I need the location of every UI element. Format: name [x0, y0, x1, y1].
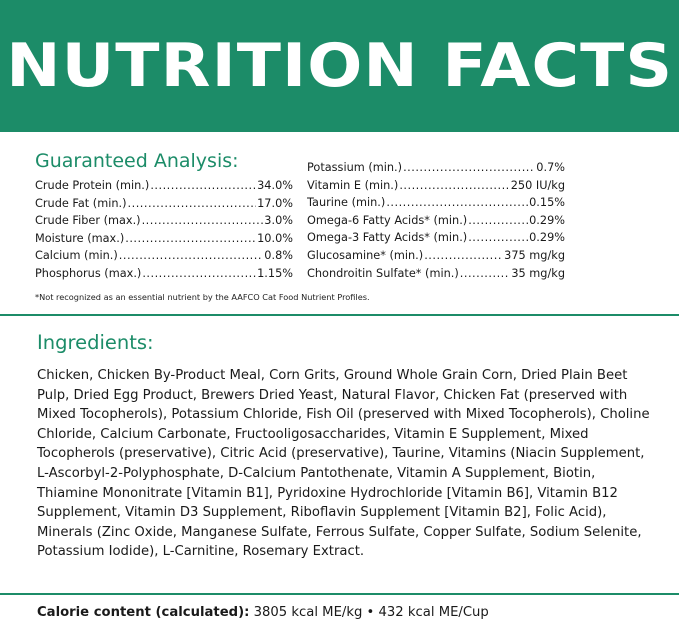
leader-dots: [386, 194, 528, 212]
nutrient-label: Omega-6 Fatty Acids* (min.): [307, 213, 468, 227]
leader-dots: [468, 229, 528, 247]
nutrient-label: Vitamin E (min.): [307, 178, 399, 192]
nutrient-label: Crude Protein (min.): [35, 179, 150, 192]
nutrient-value: 3.0%: [264, 214, 293, 228]
leader-dots: [460, 265, 511, 283]
nutrient-row: [35, 212, 293, 230]
nutrient-row: [35, 247, 293, 265]
leader-dots: [399, 177, 509, 195]
nutrient-value: 0.29%: [529, 213, 565, 227]
calorie-content: [37, 605, 489, 620]
nutrient-value: 0.8%: [264, 249, 293, 263]
guaranteed-analysis-title: Guaranteed Analysis:: [35, 150, 239, 172]
nutrient-row: [307, 159, 565, 177]
nutrient-row: [307, 177, 565, 195]
nutrient-row: [307, 229, 565, 247]
nutrient-row: [307, 194, 565, 212]
leader-dots: [468, 212, 528, 230]
nutrient-value: 1.15%: [257, 266, 293, 280]
leader-dots: [150, 177, 256, 195]
nutrient-label: Crude Fat (min.): [35, 196, 127, 210]
leader-dots: [119, 247, 264, 265]
nutrient-value: 0.29%: [529, 231, 565, 245]
nutrient-label: Chondroitin Sulfate* (min.): [307, 266, 459, 280]
nutrient-row: [35, 265, 293, 283]
calorie-value: 3805 kcal ME/kg • 432 kcal ME/Cup: [253, 605, 489, 620]
leader-dots: [142, 265, 256, 283]
nutrient-row: [35, 177, 293, 195]
leader-dots: [142, 212, 264, 230]
nutrient-row: [35, 195, 293, 213]
nutrient-value: 10.0%: [257, 231, 293, 245]
nutrient-value: 0.7%: [536, 161, 565, 174]
nutrient-row: [307, 212, 565, 230]
leader-dots: [403, 159, 535, 177]
ingredients-text: Chicken, Chicken By-Product Meal, Corn Grits, Ground Whole Grain Corn, Dried Plain Beet Pulp, Dried Egg Product, Brewers Dried Yeast, Natural Flavor, Chicken Fat (preserved with Mixed Tocopherols), Potassium Chloride, Fish Oil (preserved with Mixed Tocopherols), Choline Chloride, Calcium Carbonate, Fructooligosaccharides, Vitamin E Supplement, Mixed Tocopherols (preservative), Citric Acid (preservative), Taurine, Vitamins (Niacin Supplement, L-Ascorbyl-2-Polyphosphate, D-Calcium Pantothenate, Vitamin A Supplement, Biotin, Thiamine Mononitrate [Vitamin B1], Pyridoxine Hydrochloride [Vitamin B6], Vitamin B12 Supplement, Vitamin D3 Supplement, Riboflavin Supplement [Vitamin B2], Folic Acid), Minerals (Zinc Oxide, Manganese Sulfate, Ferrous Sulfate, Copper Sulfate, Sodium Selenite, Potassium Iodide), L-Carnitine, Rosemary Extract.: [37, 368, 650, 560]
nutrient-label: Potassium (min.): [307, 161, 403, 174]
nutrient-row: [307, 247, 565, 265]
nutrient-value: 34.0%: [257, 179, 293, 192]
ingredients-title: Ingredients:: [37, 331, 154, 354]
nutrient-label: Glucosamine* (min.): [307, 248, 424, 262]
leader-dots: [128, 195, 257, 213]
header-banner: [0, 0, 679, 132]
nutrient-label: Calcium (min.): [35, 249, 118, 263]
aafco-footnote: *Not recognized as an essential nutrient by the AAFCO Cat Food Nutrient Profiles.: [35, 292, 370, 302]
guaranteed-analysis-left-column: [35, 177, 293, 283]
section-divider: [0, 314, 679, 316]
nutrient-value: 35 mg/kg: [511, 266, 565, 280]
leader-dots: [424, 247, 503, 265]
nutrient-label: Omega-3 Fatty Acids* (min.): [307, 231, 468, 245]
nutrient-value: 375 mg/kg: [504, 248, 565, 262]
nutrient-row: [35, 230, 293, 248]
nutrient-label: Moisture (max.): [35, 231, 125, 245]
nutrient-value: 17.0%: [257, 196, 293, 210]
page-title: NUTRITION FACTS: [6, 31, 673, 101]
nutrient-value: 250 IU/kg: [510, 178, 565, 192]
section-divider: [0, 593, 679, 595]
nutrient-label: Crude Fiber (max.): [35, 214, 141, 228]
leader-dots: [125, 230, 256, 248]
nutrient-label: Phosphorus (max.): [35, 266, 142, 280]
nutrient-label: Taurine (min.): [307, 196, 386, 210]
nutrient-row: [307, 265, 565, 283]
calorie-label: Calorie content (calculated):: [37, 605, 250, 620]
guaranteed-analysis-right-column: [307, 159, 565, 282]
nutrient-value: 0.15%: [529, 196, 565, 210]
